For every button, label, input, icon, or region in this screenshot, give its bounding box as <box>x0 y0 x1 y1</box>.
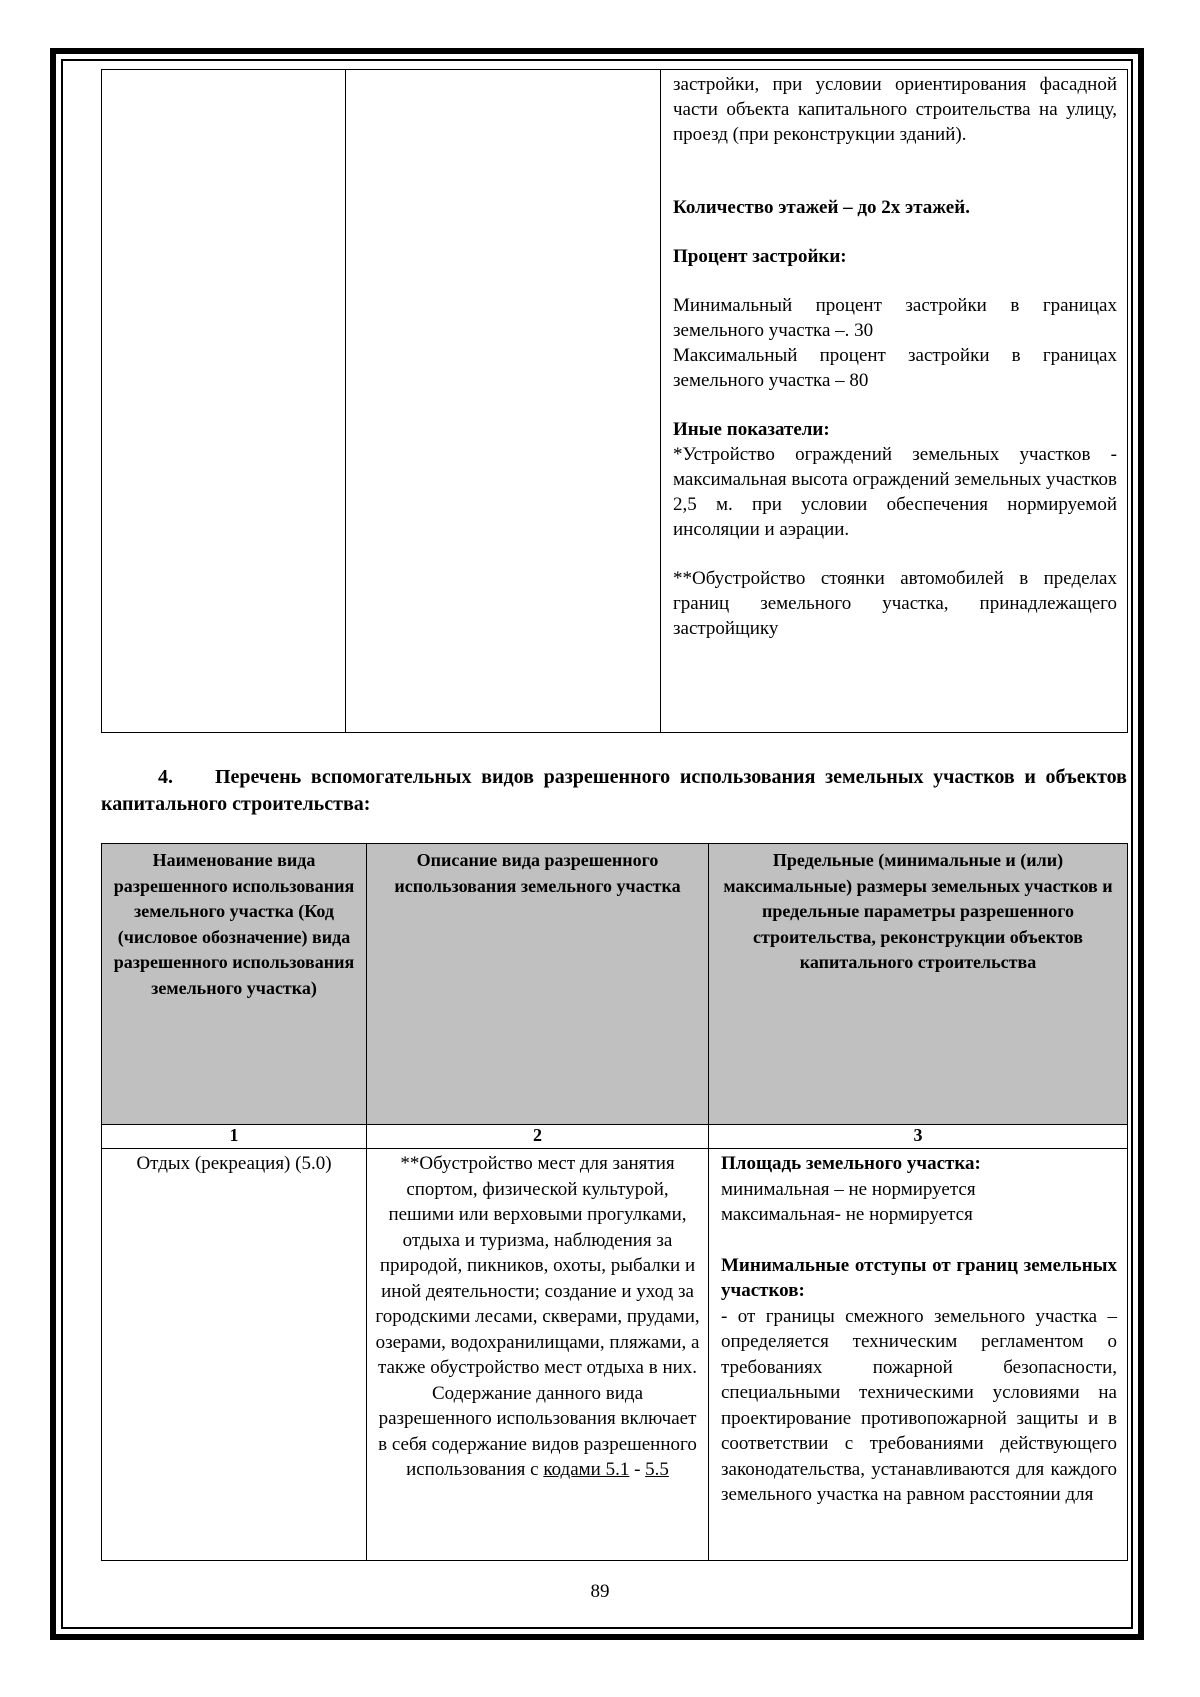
floors-text: Количество этажей – до 2х этажей. <box>673 197 970 218</box>
parameters-cell <box>661 70 1128 733</box>
other-title: Иные показатели: <box>673 419 830 440</box>
code-separator: - <box>629 1459 646 1480</box>
code-link[interactable]: 5.5 <box>645 1459 669 1480</box>
intro-text: застройки, при условии ориентирования фасадной части объекта капитального строительства на улицу, проезд (при реконструкции зданий). <box>673 74 1117 145</box>
area-title: Площадь земельного участка: <box>721 1153 981 1174</box>
column-number: 1 <box>102 1125 367 1149</box>
use-name-cell: Отдых (рекреация) (5.0) <box>102 1149 367 1561</box>
column-number-row <box>102 1125 1128 1149</box>
use-description-cell <box>367 1149 709 1561</box>
use-parameters-cell <box>709 1149 1128 1561</box>
table-cell-empty <box>102 70 346 733</box>
table-row <box>102 70 1128 733</box>
section-title: Перечень вспомогательных видов разрешенного использования земельных участков и объектов капитального строительства: <box>101 766 1127 815</box>
area-max-text: максимальная- не нормируется <box>721 1204 973 1225</box>
fence-text: *Устройство ограждений земельных участков - максимальная высота ограждений земельных участков 2,5 м. при условии обеспечения нормируемой инсоляции и аэрации. <box>673 444 1117 540</box>
section-heading <box>101 764 1127 818</box>
table-cell-empty <box>346 70 661 733</box>
description-text: **Обустройство мест для занятия спортом, физической культурой, пешими или верховыми прогулками, отдыха и туризма, наблюдения за природой, пикников, охоты, рыбалки и иной деятельности; создание и уход за городскими лесами, скверами, прудами, озерами, водохранилищами, пляжами, а также обустройство мест отдыха в них. Содержание данного вида разрешенного использования включает в себя содержание видов разрешенного использования с <box>375 1153 700 1480</box>
header-description: Описание вида разрешенного использования земельного участка <box>367 844 709 1125</box>
table-header-row <box>102 844 1128 1125</box>
coverage-title: Процент застройки: <box>673 246 847 267</box>
area-min-text: минимальная – не нормируется <box>721 1178 976 1200</box>
setback-title: Минимальные отступы от границ земельных участков: <box>721 1254 1117 1301</box>
section-number: 4. <box>158 766 173 788</box>
table-row <box>102 1149 1128 1561</box>
coverage-min-text: Минимальный процент застройки в границах земельного участка –. 30 <box>673 295 1117 341</box>
code-link[interactable]: кодами 5.1 <box>543 1459 630 1480</box>
setback-text: - от границы смежного земельного участка – определяется техническим регламентом о требованиях пожарной безопасности, специальными техническими условиями на проектирование противопожарной защиты и в соответствии с требованиями действующего законодательства, устанавливаются для каждого земельного участка на равном расстоянии для <box>721 1305 1117 1505</box>
header-name: Наименование вида разрешенного использования земельного участка (Код (числовое обозначение) вида разрешенного использования земельного участка) <box>102 844 367 1125</box>
parking-text: **Обустройство стоянки автомобилей в пределах границ земельного участка, принадлежащего застройщику <box>673 568 1117 639</box>
auxiliary-uses-table <box>101 843 1128 1561</box>
continued-regulations-table <box>101 69 1128 733</box>
coverage-max-text: Максимальный процент застройки в границах земельного участка – 80 <box>673 345 1117 391</box>
column-number: 3 <box>709 1125 1128 1149</box>
header-parameters: Предельные (минимальные и (или) максимальные) размеры земельных участков и предельные параметры разрешенного строительства, реконструкции объектов капитального строительства <box>709 844 1128 1125</box>
column-number: 2 <box>367 1125 709 1149</box>
page-number: 89 <box>590 1581 610 1602</box>
